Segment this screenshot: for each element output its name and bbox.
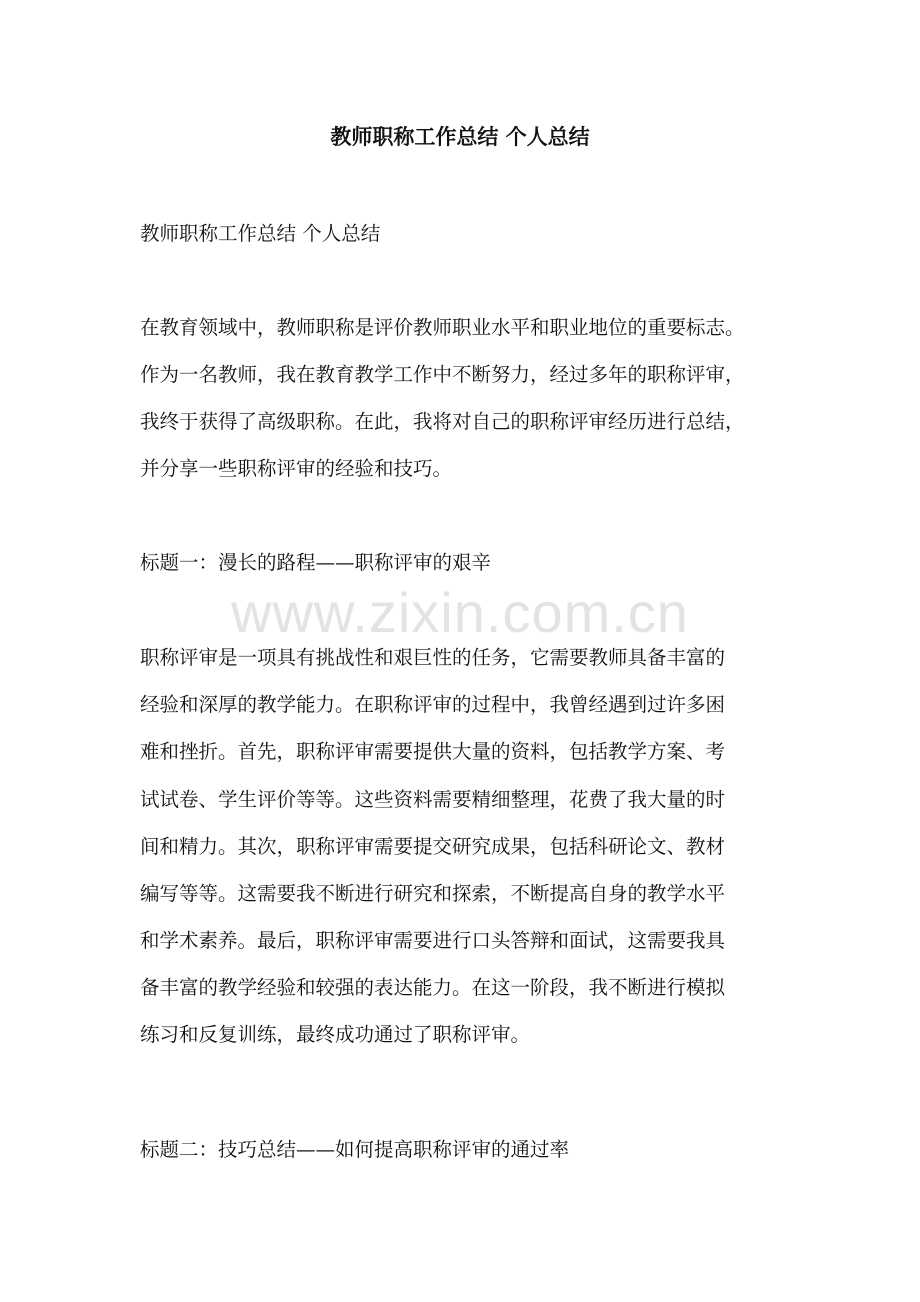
section-heading-1: 标题一：漫长的路程——职称评审的艰辛 (140, 551, 492, 574)
intro-line: 并分享一些职称评审的经验和技巧。 (140, 457, 453, 480)
subtitle: 教师职称工作总结 个人总结 (140, 222, 381, 245)
para-line: 经验和深厚的教学能力。在职称评审的过程中，我曾经遇到过许多困 (140, 693, 726, 716)
intro-line: 我终于获得了高级职称。在此，我将对自己的职称评审经历进行总结， (140, 410, 745, 433)
document-title: 教师职称工作总结 个人总结 (330, 124, 590, 149)
para-line: 备丰富的教学经验和较强的表达能力。在这一阶段，我不断进行模拟 (140, 976, 726, 999)
section-heading-2: 标题二：技巧总结——如何提高职称评审的通过率 (140, 1138, 570, 1161)
para-line: 练习和反复训练，最终成功通过了职称评审。 (140, 1023, 531, 1046)
para-line: 试试卷、学生评价等等。这些资料需要精细整理，花费了我大量的时 (140, 788, 726, 811)
intro-line: 作为一名教师，我在教育教学工作中不断努力，经过多年的职称评审， (140, 363, 745, 386)
para-line: 编写等等。这需要我不断进行研究和探索，不断提高自身的教学水平 (140, 882, 726, 905)
para-line: 间和精力。其次，职称评审需要提交研究成果，包括科研论文、教材 (140, 835, 726, 858)
watermark: www.zixin.com.cn (231, 581, 689, 644)
para-line: 难和挫折。首先，职称评审需要提供大量的资料，包括教学方案、考 (140, 740, 726, 763)
para-line: 和学术素养。最后，职称评审需要进行口头答辩和面试，这需要我具 (140, 929, 726, 952)
intro-line: 在教育领域中，教师职称是评价教师职业水平和职业地位的重要标志。 (140, 316, 745, 339)
para-line: 职称评审是一项具有挑战性和艰巨性的任务，它需要教师具备丰富的 (140, 646, 726, 669)
